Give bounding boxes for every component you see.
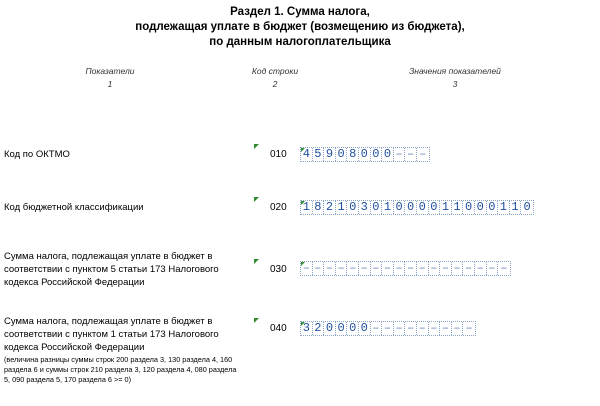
value-cell[interactable]: – xyxy=(429,262,441,275)
value-cell[interactable]: – xyxy=(463,262,475,275)
value-cell[interactable]: – xyxy=(417,322,429,335)
value-cell[interactable]: 0 xyxy=(405,201,417,214)
value-cell[interactable]: 0 xyxy=(359,148,371,161)
value-cell[interactable]: 2 xyxy=(324,201,336,214)
value-cell[interactable]: 0 xyxy=(371,148,383,161)
cell-marker-icon xyxy=(301,262,305,266)
value-cell[interactable]: 8 xyxy=(347,148,359,161)
value-cell[interactable]: 0 xyxy=(347,201,359,214)
value-cell[interactable]: 9 xyxy=(324,148,336,161)
value-cell[interactable]: 0 xyxy=(336,322,348,335)
section-title-line-3: по данным налогоплательщика xyxy=(209,36,391,48)
value-cell[interactable]: – xyxy=(465,321,473,335)
value-cell[interactable]: – xyxy=(347,262,359,275)
value-cell[interactable]: – xyxy=(452,262,464,275)
row-label-kbk: Код бюджетной классификации xyxy=(4,202,144,213)
value-cell[interactable]: – xyxy=(382,262,394,275)
value-cell[interactable]: 0 xyxy=(336,148,348,161)
column-header-indicators: Показатели xyxy=(85,66,135,76)
column-number-2: 2 xyxy=(272,79,278,89)
row-note-040-line-3: 5, 090 раздела 5, 170 раздела 6 >= 0) xyxy=(4,375,132,384)
row-code-040: 040 xyxy=(270,323,287,334)
value-cell[interactable]: – xyxy=(313,262,325,275)
section-title-line-1: Раздел 1. Сумма налога, xyxy=(230,6,370,18)
row-label-030-line-2: соответствии с пунктом 5 статьи 173 Налогового xyxy=(4,264,219,275)
value-cells-kbk[interactable] xyxy=(300,200,534,215)
column-number-3: 3 xyxy=(452,79,458,89)
value-cell[interactable]: 8 xyxy=(313,201,325,214)
value-cell[interactable]: 0 xyxy=(382,148,394,161)
value-cell[interactable]: 0 xyxy=(371,201,383,214)
row-label-040-line-1: Сумма налога, подлежащая уплате в бюджет в xyxy=(4,316,213,327)
value-cell[interactable]: 0 xyxy=(324,322,336,335)
value-cell[interactable]: 1 xyxy=(510,201,522,214)
value-cell[interactable]: – xyxy=(371,322,383,335)
row-marker-icon xyxy=(254,259,259,264)
row-label-030-line-3: кодекса Российской Федерации xyxy=(4,277,145,288)
value-cell[interactable]: 1 xyxy=(336,201,348,214)
value-cell[interactable]: 0 xyxy=(487,201,499,214)
value-cell[interactable]: – xyxy=(382,322,394,335)
cell-marker-icon xyxy=(301,201,305,205)
row-code-030: 030 xyxy=(270,264,287,275)
value-cell[interactable]: 1 xyxy=(452,201,464,214)
value-cell[interactable]: 0 xyxy=(417,201,429,214)
column-header-line-code: Код строки xyxy=(251,66,299,76)
column-number-1: 1 xyxy=(107,79,113,89)
row-marker-icon xyxy=(254,144,259,149)
value-cell-text: 4 xyxy=(302,147,310,161)
row-label-040-line-2: соответствии с пунктом 1 статьи 173 Налогового xyxy=(4,329,219,340)
value-cell[interactable]: – xyxy=(371,262,383,275)
value-cell[interactable] xyxy=(301,322,313,335)
cell-marker-icon xyxy=(301,148,305,152)
value-cell[interactable]: – xyxy=(475,262,487,275)
value-cell[interactable]: 3 xyxy=(359,201,371,214)
value-cell[interactable]: – xyxy=(440,322,452,335)
value-cell[interactable]: 0 xyxy=(463,201,475,214)
value-cell[interactable]: – xyxy=(405,262,417,275)
value-cell[interactable]: 0 xyxy=(475,201,487,214)
row-note-040-line-1: (величина разницы суммы строк 200 раздела 3, 130 раздела 4, 160 xyxy=(4,355,233,364)
value-cell[interactable]: 0 xyxy=(429,201,441,214)
value-cell[interactable]: – xyxy=(452,322,464,335)
value-cell[interactable]: – xyxy=(394,322,406,335)
value-cell[interactable]: – xyxy=(419,147,427,161)
value-cell[interactable]: 1 xyxy=(382,201,394,214)
row-marker-icon xyxy=(254,318,259,323)
value-cell[interactable] xyxy=(301,262,313,275)
value-cell[interactable] xyxy=(301,201,313,214)
row-label-030-line-1: Сумма налога, подлежащая уплате в бюджет в xyxy=(4,251,213,262)
value-cell[interactable]: 1 xyxy=(440,201,452,214)
column-header-values: Значения показателей xyxy=(409,66,501,76)
row-code-010: 010 xyxy=(270,149,287,160)
row-label-040-line-3: кодекса Российской Федерации xyxy=(4,342,145,353)
row-label-oktmo: Код по ОКТМО xyxy=(4,149,70,160)
value-cell[interactable]: 0 xyxy=(347,322,359,335)
cell-marker-icon xyxy=(301,322,305,326)
value-cell[interactable] xyxy=(301,148,313,161)
section-title-line-2: подлежащая уплате в бюджет (возмещению из бюджета), xyxy=(135,21,465,33)
value-cell[interactable]: 2 xyxy=(313,322,325,335)
value-cell[interactable]: – xyxy=(394,262,406,275)
value-cell[interactable]: – xyxy=(429,322,441,335)
value-cells-040[interactable] xyxy=(300,321,476,336)
row-code-020: 020 xyxy=(270,202,287,213)
value-cell-text: 1 xyxy=(302,200,310,214)
value-cells-oktmo[interactable] xyxy=(300,147,430,162)
value-cell[interactable]: – xyxy=(405,148,417,161)
value-cell[interactable]: – xyxy=(417,262,429,275)
value-cell[interactable]: – xyxy=(440,262,452,275)
value-cell-text: 3 xyxy=(302,321,310,335)
value-cell[interactable]: 0 xyxy=(394,201,406,214)
value-cells-030[interactable] xyxy=(300,261,511,276)
value-cell[interactable]: – xyxy=(336,262,348,275)
value-cell[interactable]: – xyxy=(500,261,508,275)
value-cell[interactable]: – xyxy=(324,262,336,275)
row-note-040-line-2: раздела 6 и суммы строк 210 раздела 3, 120 раздела 4, 080 раздела xyxy=(4,365,237,374)
row-marker-icon xyxy=(254,197,259,202)
value-cell[interactable]: – xyxy=(359,262,371,275)
value-cell[interactable]: – xyxy=(405,322,417,335)
value-cell[interactable]: – xyxy=(394,148,406,161)
value-cell-text: – xyxy=(302,261,310,275)
value-cell[interactable]: 0 xyxy=(523,200,531,214)
value-cell[interactable]: 5 xyxy=(313,148,325,161)
value-cell[interactable]: 1 xyxy=(498,201,510,214)
value-cell[interactable]: 0 xyxy=(359,322,371,335)
value-cell[interactable]: – xyxy=(487,262,499,275)
